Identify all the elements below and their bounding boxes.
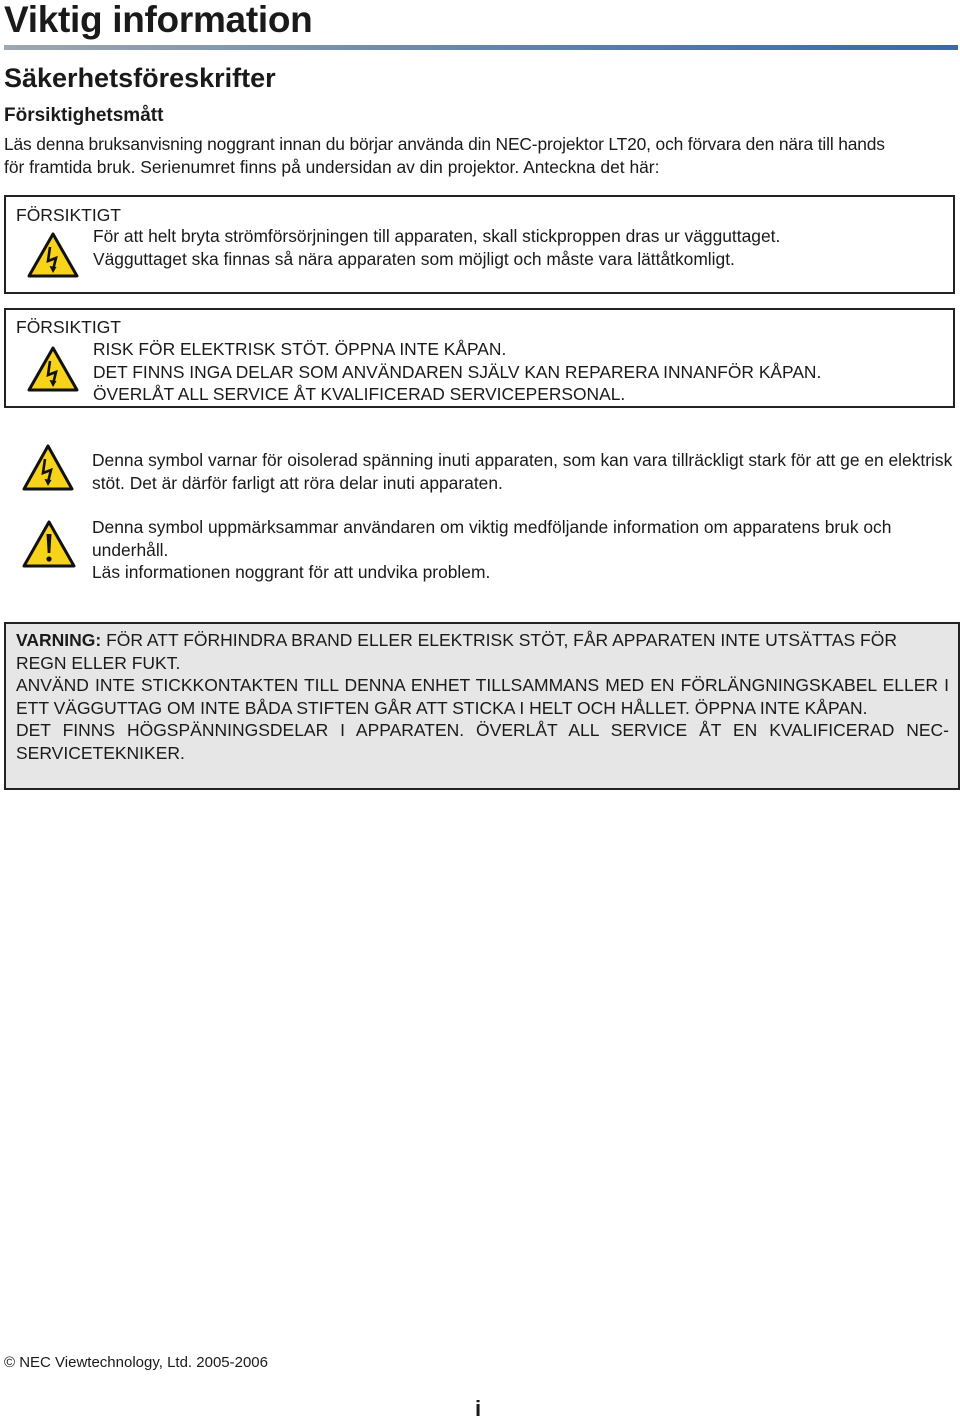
warning-paragraph	[16, 629, 949, 674]
high-voltage-warning-icon	[22, 444, 74, 491]
warning-paragraph: ANVÄND INTE STICKKONTAKTEN TILL DENNA ENHET TILLSAMMANS MED EN FÖRLÄNGNINGSKABEL ELLER I ETT VÄGGUTTAG OM INTE BÅDA STIFTEN GÅR ATT STICKA I HELT OCH HÅLLET. ÖPPNA INTE KÅPAN.	[16, 675, 949, 718]
high-voltage-warning-icon	[27, 346, 79, 392]
caution-box-power	[4, 195, 955, 294]
exclamation-warning-icon	[22, 520, 76, 568]
caution-line: DET FINNS INGA DELAR SOM ANVÄNDAREN SJÄLV KAN REPARERA INNANFÖR KÅPAN.	[93, 361, 822, 382]
attention-text-line: Läs informationen noggrant för att undvika problem.	[92, 562, 491, 583]
high-voltage-warning-icon	[27, 232, 79, 278]
section-title: Säkerhetsföreskrifter	[4, 63, 276, 93]
intro-line: för framtida bruk. Serienumret finns på undersidan av din projektor. Anteckna det här:	[4, 157, 660, 177]
warning-text	[16, 629, 949, 765]
caution-line: RISK FÖR ELEKTRISK STÖT. ÖPPNA INTE KÅPAN.	[93, 339, 507, 359]
caution-text	[93, 338, 821, 406]
copyright-notice: © NEC Viewtechnology, Ltd. 2005-2006	[4, 1354, 268, 1371]
caution-text	[93, 225, 780, 270]
sub-title: Försiktighetsmått	[4, 105, 164, 126]
warning-box	[4, 622, 960, 790]
caution-label: FÖRSIKTIGT	[16, 317, 121, 337]
attention-symbol-text	[92, 516, 960, 584]
title-rule	[4, 45, 958, 50]
caution-line: Vägguttaget ska finnas så nära apparaten som möjligt och måste vara lättåtkomligt.	[93, 248, 735, 269]
caution-line: För att helt bryta strömförsörjningen till apparaten, skall stickproppen dras ur vägguttaget.	[93, 226, 781, 246]
intro-line: Läs denna bruksanvisning noggrant innan du börjar använda din NEC-projektor LT20, och förvara den nära till hands	[4, 134, 885, 154]
warning-paragraph-text: FÖR ATT FÖRHINDRA BRAND ELLER ELEKTRISK STÖT, FÅR APPARATEN INTE UTSÄTTAS FÖR REGN ELLER FUKT.	[16, 630, 897, 673]
caution-line: ÖVERLÅT ALL SERVICE ÅT KVALIFICERAD SERVICEPERSONAL.	[93, 384, 626, 405]
intro-paragraph	[4, 133, 960, 179]
attention-text-line: Denna symbol uppmärksammar användaren om viktig medföljande information om apparatens bruk och underhåll.	[92, 517, 892, 560]
caution-box-shock	[4, 308, 955, 408]
page-number: i	[475, 1396, 482, 1421]
warning-paragraph: DET FINNS HÖGSPÄNNINGSDELAR I APPARATEN. ÖVERLÅT ALL SERVICE ÅT EN KVALIFICERAD NEC-SERVICETEKNIKER.	[16, 720, 949, 763]
warning-label: VARNING:	[16, 630, 102, 650]
caution-label: FÖRSIKTIGT	[16, 205, 121, 225]
voltage-symbol-text: Denna symbol varnar för oisolerad spänning inuti apparaten, som kan vara tillräckligt stark för att ge en elektrisk stöt. Det är därför farligt att röra delar inuti apparaten.	[92, 450, 953, 493]
page-title: Viktig information	[4, 0, 313, 40]
